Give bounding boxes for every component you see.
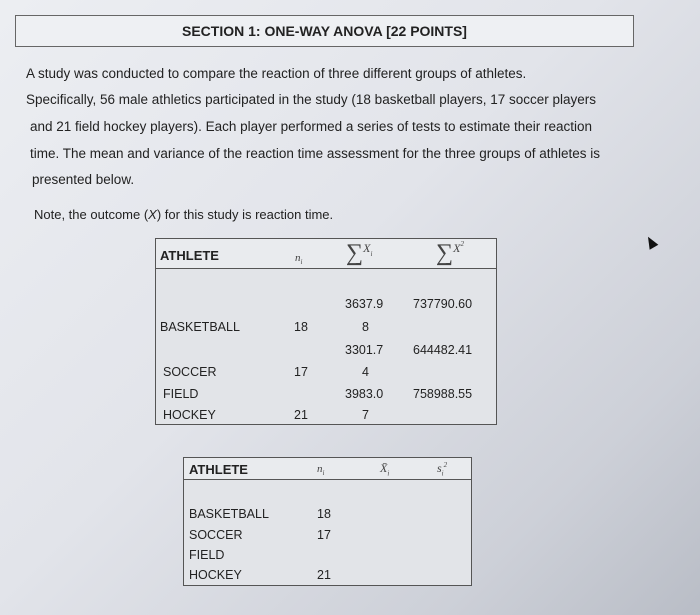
sum-x-value-cont: 4 bbox=[362, 365, 369, 379]
note-prefix: Note, the outcome ( bbox=[34, 207, 149, 222]
sums-table-header bbox=[156, 239, 496, 269]
n-symbol: n bbox=[295, 252, 301, 264]
sum-x2-value: 758988.55 bbox=[413, 387, 473, 401]
n-subscript: i bbox=[300, 258, 303, 267]
s-superscript: 2 bbox=[443, 461, 448, 469]
paragraph-line: and 21 field hockey players). Each player performed a series of tests to estimate their reaction bbox=[30, 119, 593, 134]
s-symbol: s bbox=[437, 461, 442, 475]
paragraph-line: presented below. bbox=[32, 172, 135, 187]
note-text bbox=[34, 207, 333, 222]
header-sum-x2 bbox=[436, 240, 464, 267]
sum-x2-value: 737790.60 bbox=[413, 297, 473, 311]
athlete-name: FIELD bbox=[189, 548, 225, 562]
sum-x-value: 3637.9 bbox=[345, 297, 384, 311]
athlete-name: FIELD bbox=[163, 387, 199, 401]
summary-table bbox=[183, 457, 472, 586]
athlete-name: HOCKEY bbox=[189, 568, 242, 582]
athlete-name: BASKETBALL bbox=[189, 507, 269, 521]
n-symbol: n bbox=[317, 463, 323, 475]
n-value: 21 bbox=[317, 568, 331, 582]
paragraph-line: time. The mean and variance of the reaction time assessment for the three groups of athletes is bbox=[30, 146, 601, 161]
sigma-icon: ∑ bbox=[436, 240, 454, 266]
header-athlete: ATHLETE bbox=[189, 462, 248, 477]
note-variable: X bbox=[148, 207, 157, 222]
athlete-name: SOCCER bbox=[163, 365, 217, 379]
n-subscript: i bbox=[322, 469, 325, 478]
xbar-symbol: X̄ bbox=[380, 461, 388, 475]
n-value: 18 bbox=[317, 507, 331, 521]
sum-x2-value: 644482.41 bbox=[413, 343, 473, 357]
sums-table bbox=[155, 238, 497, 425]
mouse-cursor-icon bbox=[644, 234, 659, 249]
x-superscript: 2 bbox=[460, 240, 464, 248]
x-symbol: X bbox=[363, 241, 371, 255]
header-mean bbox=[380, 461, 389, 477]
s-subscript: i bbox=[441, 469, 444, 478]
n-value: 18 bbox=[294, 320, 308, 334]
header-n bbox=[295, 252, 302, 266]
n-value: 17 bbox=[294, 365, 308, 379]
n-value: 17 bbox=[317, 528, 331, 542]
header-variance bbox=[437, 461, 447, 477]
paragraph-line: Specifically, 56 male athletics participated in the study (18 basketball players, 17 soccer players bbox=[26, 92, 597, 107]
summary-table-header bbox=[184, 458, 471, 480]
xbar-subscript: i bbox=[387, 469, 390, 478]
header-n bbox=[317, 463, 324, 477]
athlete-name-cont: HOCKEY bbox=[163, 408, 216, 422]
athlete-name: BASKETBALL bbox=[160, 320, 240, 334]
sum-x-value-cont: 8 bbox=[362, 320, 369, 334]
header-sum-x bbox=[346, 240, 372, 267]
x-symbol: X bbox=[453, 241, 461, 255]
x-subscript: i bbox=[370, 250, 373, 258]
paragraph-line: A study was conducted to compare the reaction of three different groups of athletes. bbox=[26, 66, 527, 81]
sigma-icon: ∑ bbox=[346, 240, 364, 266]
note-suffix: ) for this study is reaction time. bbox=[156, 207, 334, 222]
athlete-name: SOCCER bbox=[189, 528, 243, 542]
header-athlete: ATHLETE bbox=[160, 248, 219, 263]
n-value: 21 bbox=[294, 408, 308, 422]
sum-x-value-cont: 7 bbox=[362, 408, 369, 422]
section-title-box bbox=[15, 15, 634, 47]
sum-x-value: 3983.0 bbox=[345, 387, 384, 401]
sum-x-value: 3301.7 bbox=[345, 343, 384, 357]
section-title: SECTION 1: ONE-WAY ANOVA [22 POINTS] bbox=[182, 23, 467, 39]
